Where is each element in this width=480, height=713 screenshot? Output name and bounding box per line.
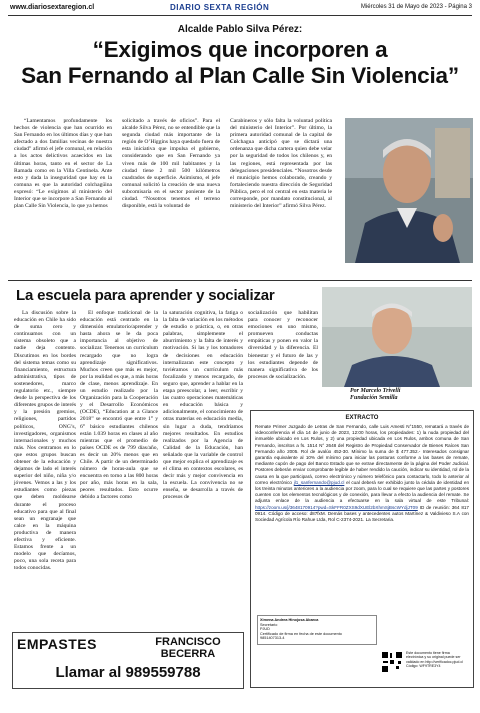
ad-name-line-1: FRANCISCO	[155, 636, 221, 648]
date-page: Miércoles 31 de Mayo de 2023 - Página 3	[360, 4, 472, 10]
ad-phone: Llamar al 989559788	[55, 664, 201, 681]
article2-col1: La discusión sobre la educación en Chile ha sido de suma cero y continuamos con un sistema obsoleto que a nadie deja contento. Discutimos en los bordes del sistema temas como su financiamiento, estructura administrativa, tipos de sostenedores, marco regulatorio etc., siempre desde la perspectiva de los diferentes grupos de interés y la presión gremios, religiones, partidos políticos, ONG’s, investigadores, organismos internacionales y muchos más. Nos centramos en lo que estos grupos buscan obtener de la educación y dejamos de lado el interés superior del niño, niña y/o jóvenes. Vemos a las y los estudiantes como piezas que deben moldearse durante el proceso educativo para que al final sean un engranaje que calce en la máquina productiva de manera efectiva y eficiente. Estamos frente a un modelo que decíamos, poco, una sola receta para todos conocidas.	[14, 310, 76, 572]
court-email-link[interactable]: jl1_sanfernando@pjud.cl	[293, 479, 345, 485]
article-kicker: Alcalde Pablo Silva Pérez:	[177, 24, 303, 35]
legal-notice-title: EXTRACTO	[345, 415, 379, 421]
notice-text: Remate Primer Juzgado de Letras de San Fernando, calle Luis Amesti N°1550, rematará a través de videoconferencia el día 14 de junio de 2023, 12:00 horas, los propiedades: 1) la nuda propiedad del inmueble ubicado en Los Rulos, y 2) una propiedad ubicada en Los Rulos, ambos comuna de San Fernando, inscritos a fs. 1514 N° 2648 del Registro de Propiedad Conservador de Bienes Raíces San Fernando año 2005. Rol de avalúo 452-30. Mínimo la suma de $ 477.352.- Interesados consignar garantía equivalente al 10% del mínimo para iniciar las posturas conforme a las bases de remate, mediante cupón de pago del Banco Estado que se extrae directamente de la página del Poder Judicial. Postores deberán enviar comprobante legible de haber rendido la caución, indicar su identidad, rol de la causa en la que participará, correo electrónico y número telefónico para contactarlo, todo lo anterior al correo electrónico	[255, 424, 469, 485]
qr-code-id: Código: WF9TRE3Y4	[406, 664, 441, 669]
qr-caption-text: Este documento tiene firma electrónica y su original puede ser validado en http://verificadoc.pjud.cl	[406, 651, 463, 664]
article1-col2: solicitado a través de oficios”. Para el alcalde Silva Pérez, no se entendible que la segunda ciudad más importante de la región de O’Higgins haya quedado fuera de esta iniciativa que impulsa el gobierno, considerando que en San Fernando ya viven más de 100 mil habitantes y la ciudad tiene 2 mil 500 kilómetros cuadrados de superficie. Asimismo, el jefe comunal solicitó la creación de una nueva subcomisaría en el sector poniente de la ciudad. “Nosotros tenemos el terreno disponible, está la voluntad de	[122, 118, 220, 210]
headline-line-2: San Fernando al Plan Calle Sin Violencia”	[21, 63, 459, 88]
author-caption	[350, 388, 400, 402]
opinion-title: La escuela para aprender y socializar	[16, 287, 275, 304]
article2-col2: El enfoque tradicional de la educación está centrado en la dimensión emulatorio/aprender y hasta ahora se le da poca importancia al objetivo de socializar. Tenemos un currículum recargado que no logra aprendizaje significativos. Muchos creen que más es mejor, por la realidad es que, a más horas de clase, menos aprendizaje. En un estudio realizado por la Organización para la Cooperación y el Desarrollo Económicos (OCDE), “Education at a Glance 2018” se encontró que entre 1° y 6° básico estudiantes chilenos están 1.039 horas en clases al año mientras que el promedio de países OCDE es de 799 días/año, es decir un 20% menos que en Chile. A partir de un determinado número de horas-aula que se encuentra en torno a las 800 horas por año, más horas en la sala, peores resultados. Esto ocurre debido a factores como	[80, 310, 158, 501]
signer-id: 9851407313-4	[260, 636, 285, 641]
headline-line-1: “Exigimos que incorporen a	[92, 37, 388, 62]
signer-note: Certificado de firma en fecha de este documento	[260, 631, 342, 636]
qr-code-icon	[381, 651, 403, 673]
author-name: Por Marcelo Trivelli	[350, 388, 401, 394]
signature-box	[257, 615, 377, 645]
header-rule	[8, 15, 472, 16]
mayor-photo	[345, 118, 473, 263]
ad-logo: EMPASTES	[17, 636, 97, 652]
article1-col3: Carabineros y sólo falta la voluntad política del ministerio del Interior”. Por último, la primera autoridad comunal de la capital de Colchagua anticipó que se dictará una ordenanza que dicha cartera quien debe velar por la seguridad de todos los chilenos y, en las regiones, está representada por las delegaciones presidenciales. “Nosotros desde el municipio hemos colaborado, creando y fortaleciendo nuestra dirección de Seguridad Pública, pero el rol central en esta materia le corresponde, por mandato constitucional, al ministerio del Interior” afirmó Silva Pérez.	[230, 118, 332, 210]
signer-court: PJUD	[260, 627, 270, 632]
section-rule	[8, 280, 472, 281]
qr-caption	[406, 651, 468, 669]
zoom-link[interactable]: https://zoom.us/j/3648170914?pwd=SkFFR0ZXS9dXUEl2bXhmSjBscWYdjJT09	[255, 504, 418, 510]
article2-col3: la saturación cognitiva, la fatiga o la falta de variación en los métodos de estudio o práctica, o, en otras palabras, simplemente el aburrimiento y la falta de interés y motivación. Si las y los tomadores de decisiones en educación internalizaran este concepto y tuviéramos un currículum más focalizado y menos recargado, de seguro que, aprender a hablar en la etapa preescolar, a leer, escribir y las cuatro operaciones matemáticas en educación básica y adicionalmente, el conocimiento de otras materias en educación media, sin lugar a duda, tendríamos mejores resultados. En estudios realizados por la Agencia de Calidad de la Educación, han señalado que la variable de control que mejor explica el aprendizaje es el clima en contextos escolares, es decir más y mejor convivencia en la escuela. La convivencia no se enseña, se desarrolla a través de procesos de	[163, 310, 243, 501]
article-headline	[8, 37, 472, 89]
notice-text-2: el cual deberá ser exhibido junto la cédula de identidad en los treinta minutos anteriores a la audiencia por zoom, para lo cual se requiere que las partes y postores cuenten con los elementos tecnológicos y de conexión, para llevar a efecto la audiencia del remate. Se adjunta enlace de la audiencia a efectuarse en la sala virtual de este Tribunal:	[255, 479, 470, 504]
ad-name	[138, 636, 238, 660]
legal-notice	[250, 410, 474, 688]
signer-role: Secretario	[260, 622, 278, 627]
author-org: Fundación Semilla	[350, 395, 398, 401]
site-url: www.diariosextaregion.cl	[10, 4, 95, 11]
section-title: DIARIO SEXTA REGIÓN	[170, 3, 270, 12]
signer-name: Ximena Andrea Hinojosa Abarca	[260, 618, 319, 622]
author-photo	[322, 287, 472, 387]
notice-text-3: ID de reunión: 364 817 0914. Código de acceso: d87fxM. Demás bases y antecedentes autos Martínez & Valdivieso S.A con Sociedad Agrícola Río Rahue Ltda, Rol C-2374-2021. La Secretaria.	[255, 504, 469, 523]
article1-col1: “Lamentamos profundamente los hechos de violencia que han ocurrido en San Fernando en los últimos días y que han afectado a dos familias vecinas de nuestra ciudad” afirmó el jefe comunal, en relación a los actos delictivos acaecidos en las últimas horas, tanto en el sector de La Ramada como en la Villa Centinela. Ante esto y dada la inseguridad que hay en la comuna es que la autoridad colchagüina expresó: “Le exigimos al ministerio del Interior que se incorpore a San Fernando al plan Calle Sin Violencia, lo que ya hemos	[14, 118, 112, 210]
article2-col4: socialización que habilitan para conocer y reconocer emociones en uno mismo, promueven conductas empáticas y ponen en valor la diversidad y la diferencia. El bienestar y el futuro de las y los estudiantes depende de manera significativa de los procesos de socialización.	[248, 310, 318, 380]
legal-notice-body	[255, 424, 469, 523]
advertisement	[12, 632, 244, 689]
ad-name-line-2: BECERRA	[160, 648, 216, 660]
